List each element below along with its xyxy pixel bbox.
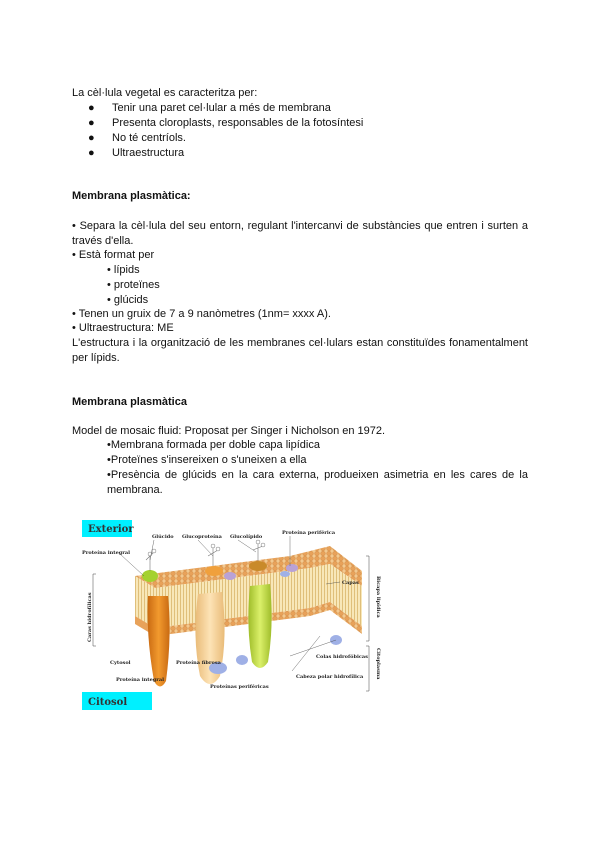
section1-line3: • Tenen un gruix de 7 a 9 nanòmetres (1nm= xxxx A). bbox=[72, 308, 331, 320]
section2-heading: Membrana plasmàtica bbox=[72, 396, 187, 408]
exterior-label: Exterior bbox=[88, 524, 134, 535]
integral-protein-green bbox=[248, 584, 271, 668]
section1-sub-item: • lípids bbox=[107, 264, 140, 276]
intro-bullet: ● Presenta cloroplasts, responsables de la fotosíntesi bbox=[88, 117, 364, 129]
section1-sub-item: • glúcids bbox=[107, 294, 149, 306]
glycoprotein-blob bbox=[205, 566, 223, 576]
citosol-label: Citosol bbox=[88, 697, 128, 708]
section2-bullet: •Presència de glúcids en la cara externa, produeixen asimetria en les cares de la membrana. bbox=[107, 469, 528, 496]
peripheral-protein-blob bbox=[224, 572, 236, 580]
label-proteinas-perifericas: Proteínas periféricas bbox=[210, 684, 269, 690]
label-cytosol: Cytosol bbox=[110, 660, 131, 666]
glycoprotein-blob bbox=[142, 570, 158, 582]
section2-bullet: •Proteïnes s'insereixen o s'uneixen a ella bbox=[107, 454, 307, 466]
intro-lead: La cèl·lula vegetal es caracteritza per: bbox=[72, 87, 258, 99]
label-citoplasma: Citoplasma bbox=[375, 648, 381, 680]
peripheral-protein-cytosol bbox=[236, 655, 248, 665]
label-cabeza-polar: Cabeza polar hidrofílica bbox=[296, 674, 364, 680]
label-glucoproteina: Glucoproteína bbox=[182, 534, 222, 540]
section2-bullet: •Membrana formada per doble capa lipídica bbox=[107, 439, 320, 451]
section1-line5: L'estructura i la organització de les membranes cel·lulars estan constituïdes fonamentalment per lípids. bbox=[72, 337, 528, 364]
label-proteina-integral-top: Proteína integral bbox=[82, 550, 131, 556]
section1-line4: • Ultraestructura: ME bbox=[72, 322, 174, 334]
glycolipid-blob bbox=[249, 561, 267, 571]
peripheral-protein-top bbox=[280, 571, 290, 577]
label-proteina-fibrosa: Proteína fibrosa bbox=[176, 660, 221, 666]
sugar-units bbox=[148, 540, 265, 556]
label-proteina-periferica-top: Proteína periférica bbox=[282, 530, 336, 536]
label-proteina-integral-bottom: Proteína integral bbox=[116, 677, 165, 683]
section2-lead: Model de mosaic fluid: Proposat per Singer i Nicholson en 1972. bbox=[72, 425, 386, 437]
intro-bullet: ● Ultraestructura bbox=[88, 147, 185, 159]
section1-heading: Membrana plasmàtica: bbox=[72, 190, 191, 202]
label-glucolipid: Glucolípido bbox=[230, 534, 263, 540]
peripheral-protein-blob bbox=[286, 564, 298, 572]
intro-bullet: ● No té centríols. bbox=[88, 132, 186, 144]
label-glucid: Glúcido bbox=[152, 534, 174, 540]
integral-protein-orange bbox=[148, 596, 170, 687]
section1-line2: • Està format per bbox=[72, 249, 155, 261]
membrane-illustration bbox=[80, 516, 380, 712]
label-bicapa-lipidica: Bicapa lipídica bbox=[375, 576, 381, 618]
label-colas-hidrofobicas: Colas hidrofóbicas bbox=[316, 654, 368, 660]
label-capas: Capas bbox=[342, 580, 359, 586]
label-caras-hidrofilicas: Caras hidrofílicas bbox=[87, 592, 93, 642]
intro-bullet: ● Tenir una paret cel·lular a més de membrana bbox=[88, 102, 331, 114]
section1-line1: • Separa la cèl·lula del seu entorn, regulant l'intercanvi de substàncies que entren i surten a través d'ella. bbox=[72, 220, 528, 247]
membrane-figure bbox=[80, 516, 380, 712]
section1-sub-item: • proteïnes bbox=[107, 279, 160, 291]
